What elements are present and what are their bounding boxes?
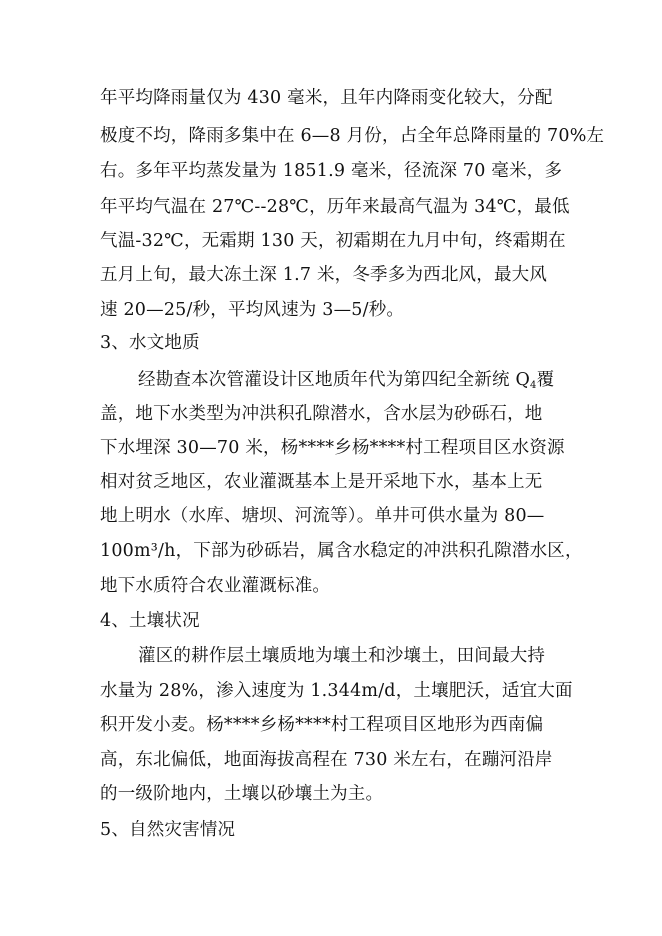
paragraph-line: 水量为 28%，渗入速度为 1.344m/d，土壤肥沃，适宜大面 [100,681,573,701]
paragraph-line: 灌区的耕作层土壤质地为壤土和沙壤土，田间最大持 [138,646,546,666]
section-heading: 3、水文地质 [100,333,200,353]
paragraph-line: 年平均气温在 27℃--28℃，历年来最高气温为 34℃，最低 [100,197,570,217]
paragraph-line: 的一级阶地内，土壤以砂壤土为主。 [100,784,384,804]
paragraph-line: 相对贫乏地区，农业灌溉基本上是开采地下水，基本上无 [100,472,543,492]
section-heading: 5、自然灾害情况 [100,820,236,840]
paragraph-line: 右。多年平均蒸发量为 1851.9 毫米，径流深 70 毫米，多 [100,161,563,181]
paragraph-line: 盖，地下水类型为冲洪积孔隙潜水，含水层为砂砾石，地 [100,404,543,424]
paragraph-line: 地下水质符合农业灌溉标准。 [100,576,331,596]
paragraph-line: 高，东北偏低，地面海拔高程在 730 米左右，在蹦河沿岸 [100,750,553,770]
subscript: 4 [530,380,537,391]
paragraph-text: 覆 [536,370,555,390]
paragraph-line: 下水埋深 30—70 米，杨****乡杨****村工程项目区水资源 [100,438,565,458]
paragraph-text: 经勘查本次管灌设计区地质年代为第四纪全新统 Q [138,370,531,390]
paragraph-line: 气温-32℃，无霜期 130 天，初霜期在九月中旬，终霜期在 [100,231,566,251]
paragraph-line: 速 20—25/秒，平均风速为 3—5/秒。 [100,300,405,320]
paragraph-line: 积开发小麦。杨****乡杨****村工程项目区地形为西南偏 [100,715,544,735]
section-heading: 4、土壤状况 [100,611,200,631]
paragraph-line: 年平均降雨量仅为 430 毫米，且年内降雨变化较大，分配 [100,88,553,108]
paragraph-line: 地上明水（水库、塘坝、河流等）。单井可供水量为 80— [100,506,545,526]
paragraph-line: 极度不均，降雨多集中在 6—8 月份，占全年总降雨量的 70%左 [100,126,605,146]
paragraph-line: 五月上旬，最大冻土深 1.7 米，冬季多为西北风，最大风 [100,265,548,285]
paragraph-line: 100m³/h，下部为砂砾岩，属含水稳定的冲洪积孔隙潜水区， [100,541,583,561]
paragraph-line [138,368,554,392]
